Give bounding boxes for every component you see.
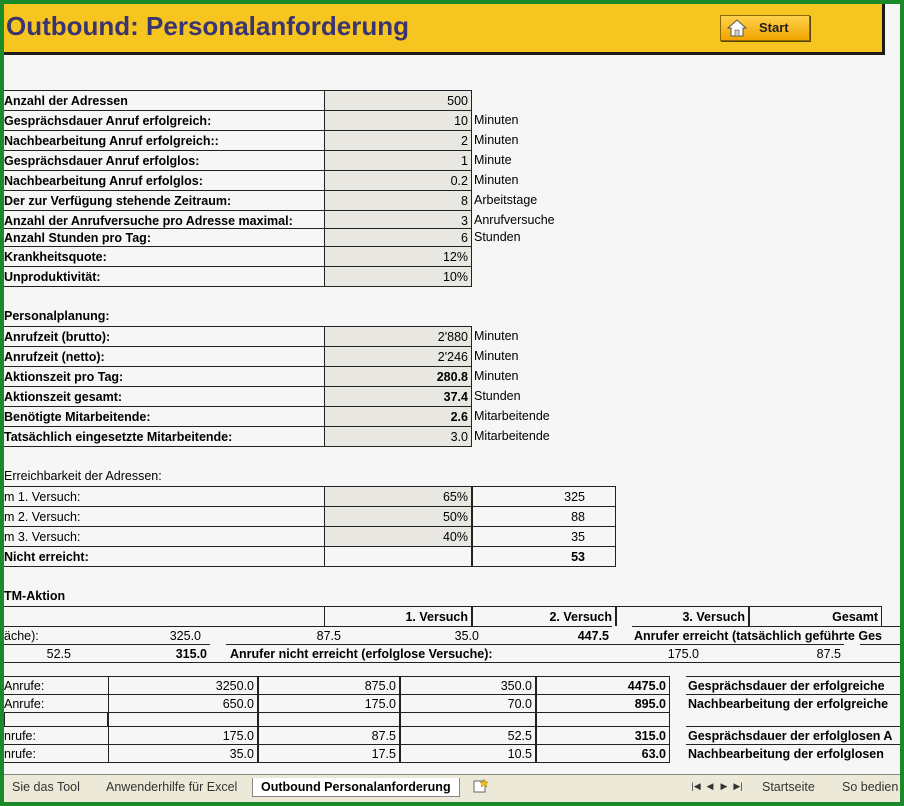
tm-cell: 35.0 <box>344 626 482 644</box>
reach-label: m 1. Versuch: <box>4 486 324 506</box>
home-icon <box>727 19 747 37</box>
reach-pct <box>324 546 472 567</box>
tm-cell: 175.0 <box>556 644 702 662</box>
tm-desc: Nachbearbeitung der erfolglosen <box>686 744 900 762</box>
input-value[interactable]: 6 <box>324 228 472 246</box>
reach-count: 88 <box>472 506 616 526</box>
tm-total: 63.0 <box>536 744 670 763</box>
planning-label: Aktionszeit gesamt: <box>4 386 324 406</box>
input-unit: Minuten <box>474 113 519 127</box>
tm-heading: TM-Aktion <box>4 589 66 603</box>
tm-cell: 87.5 <box>702 644 844 662</box>
input-value[interactable]: 2 <box>324 130 472 150</box>
tm-cell: 650.0 <box>108 694 258 712</box>
planning-value[interactable]: 3.0 <box>324 426 472 447</box>
sheet-tab-active[interactable]: Outbound Personalanforderung <box>252 778 460 797</box>
tm-cell-empty <box>4 712 108 726</box>
planning-unit: Mitarbeitende <box>474 429 550 443</box>
tm-cell: 52.5 <box>4 644 74 662</box>
reach-count: 53 <box>472 546 616 567</box>
tm-total: 315.0 <box>536 726 670 744</box>
new-sheet-icon[interactable] <box>472 778 490 794</box>
reach-label: m 2. Versuch: <box>4 506 324 526</box>
sheet-tab-bar <box>4 774 900 802</box>
next-sheet-icon[interactable]: ▶ <box>720 781 728 791</box>
planning-unit: Minuten <box>474 369 519 383</box>
planning-value: 2'246 <box>324 346 472 366</box>
planning-label: Tatsächlich eingesetzte Mitarbeitende: <box>4 426 324 447</box>
tm-row-label: Anrufe: <box>4 676 108 694</box>
tm-desc: Gesprächsdauer der erfolgreiche <box>686 676 900 694</box>
tm-row-label: nrufe: <box>4 744 108 763</box>
tm-cell-empty <box>108 712 258 726</box>
tm-cell: 10.5 <box>400 744 536 763</box>
input-value[interactable]: 10 <box>324 110 472 130</box>
tm-total: 315.0 <box>74 644 210 662</box>
planning-value: 2'880 <box>324 326 472 346</box>
tm-cell: 875.0 <box>258 676 400 694</box>
input-unit: Anrufversuche <box>474 213 555 227</box>
planning-unit: Mitarbeitende <box>474 409 550 423</box>
reach-heading: Erreichbarkeit der Adressen: <box>4 469 162 483</box>
tm-header-spacer <box>4 606 324 626</box>
tm-cell: 175.0 <box>108 726 258 744</box>
planning-unit: Minuten <box>474 329 519 343</box>
input-unit: Minuten <box>474 173 519 187</box>
reach-pct[interactable]: 65% <box>324 486 472 506</box>
input-value[interactable]: 10% <box>324 266 472 287</box>
planning-label: Anrufzeit (brutto): <box>4 326 324 346</box>
tm-cell-empty <box>258 712 400 726</box>
tm-row-label: äche): <box>4 626 124 644</box>
tm-col-header: 2. Versuch <box>472 606 616 626</box>
input-label: Der zur Verfügung stehende Zeitraum: <box>4 190 324 210</box>
planning-value: 37.4 <box>324 386 472 406</box>
input-label: Gesprächsdauer Anruf erfolgreich: <box>4 110 324 130</box>
input-label: Nachbearbeitung Anruf erfolglos: <box>4 170 324 190</box>
input-unit: Minuten <box>474 133 519 147</box>
tm-col-header: 1. Versuch <box>324 606 472 626</box>
tm-desc: Anrufer erreicht (tatsächlich geführte Ges <box>632 626 900 644</box>
input-value[interactable]: 12% <box>324 246 472 266</box>
tm-desc: Nachbearbeitung der erfolgreiche <box>686 694 900 712</box>
header-banner <box>4 4 885 55</box>
input-label: Krankheitsquote: <box>4 246 324 266</box>
input-label: Unproduktivität: <box>4 266 324 287</box>
tm-desc: Anrufer nicht erreicht (erfolglose Versuche): <box>226 644 556 662</box>
tm-cell: 17.5 <box>258 744 400 763</box>
planning-label: Aktionszeit pro Tag: <box>4 366 324 386</box>
input-value[interactable]: 8 <box>324 190 472 210</box>
tm-cell-empty <box>400 712 536 726</box>
planning-value: 280.8 <box>324 366 472 386</box>
tm-row-label: Anrufe: <box>4 694 108 712</box>
tm-cell: 70.0 <box>400 694 536 712</box>
reach-pct[interactable]: 50% <box>324 506 472 526</box>
tm-cell: 325.0 <box>124 626 204 644</box>
input-label: Anzahl Stunden pro Tag: <box>4 228 324 246</box>
tm-desc: Gesprächsdauer der erfolglosen A <box>686 726 900 744</box>
tm-col-header: Gesamt <box>749 606 882 626</box>
planning-value: 2.6 <box>324 406 472 426</box>
tm-row-label: nrufe: <box>4 726 108 744</box>
sheet-tab[interactable]: Sie das Tool <box>12 780 80 794</box>
tm-cell: 3250.0 <box>108 676 258 694</box>
last-sheet-icon[interactable]: ▶| <box>733 781 743 791</box>
input-unit <box>474 90 674 110</box>
planning-heading: Personalplanung: <box>4 309 110 323</box>
input-value[interactable]: 3 <box>324 210 472 230</box>
input-label: Anzahl der Anrufversuche pro Adresse maximal: <box>4 210 324 230</box>
sheet-tab[interactable]: Anwenderhilfe für Excel <box>106 780 238 794</box>
first-sheet-icon[interactable]: |◀ <box>691 781 701 791</box>
tm-cell: 52.5 <box>400 726 536 744</box>
tm-cell: 175.0 <box>258 694 400 712</box>
start-button[interactable] <box>720 15 810 41</box>
input-value[interactable]: 0.2 <box>324 170 472 190</box>
input-label: Nachbearbeitung Anruf erfolgreich:: <box>4 130 324 150</box>
input-label: Gesprächsdauer Anruf erfolglos: <box>4 150 324 170</box>
tm-cell-empty <box>860 644 900 662</box>
reach-label: m 3. Versuch: <box>4 526 324 546</box>
tm-total: 895.0 <box>536 694 670 712</box>
tm-col-header: 3. Versuch <box>616 606 749 626</box>
reach-count: 325 <box>472 486 616 506</box>
planning-label: Anrufzeit (netto): <box>4 346 324 366</box>
tm-spacer-row <box>4 662 900 676</box>
tm-cell: 87.5 <box>204 626 344 644</box>
tm-cell-empty <box>536 712 670 726</box>
tm-total: 447.5 <box>482 626 612 644</box>
planning-unit: Minuten <box>474 349 519 363</box>
tm-cell: 87.5 <box>258 726 400 744</box>
input-label: Anzahl der Adressen <box>4 90 324 110</box>
input-unit: Arbeitstage <box>474 193 538 207</box>
reach-count: 35 <box>472 526 616 546</box>
tm-cell: 35.0 <box>108 744 258 763</box>
planning-label: Benötigte Mitarbeitende: <box>4 406 324 426</box>
spreadsheet-window <box>4 4 900 802</box>
input-unit: Stunden <box>474 230 521 244</box>
prev-sheet-icon[interactable]: ◀ <box>706 781 714 791</box>
tm-cell: 350.0 <box>400 676 536 694</box>
tm-total: 4475.0 <box>536 676 670 694</box>
planning-unit: Stunden <box>474 389 521 403</box>
sheet-tab[interactable]: Startseite <box>762 780 815 794</box>
input-value[interactable]: 500 <box>324 90 472 110</box>
input-value[interactable]: 1 <box>324 150 472 170</box>
reach-label: Nicht erreicht: <box>4 546 324 567</box>
sheet-tab[interactable]: So bedien <box>842 780 899 794</box>
start-label: Start <box>759 20 789 35</box>
reach-pct[interactable]: 40% <box>324 526 472 546</box>
page-title: Outbound: Personalanforderung <box>6 11 409 41</box>
input-unit: Minute <box>474 153 512 167</box>
